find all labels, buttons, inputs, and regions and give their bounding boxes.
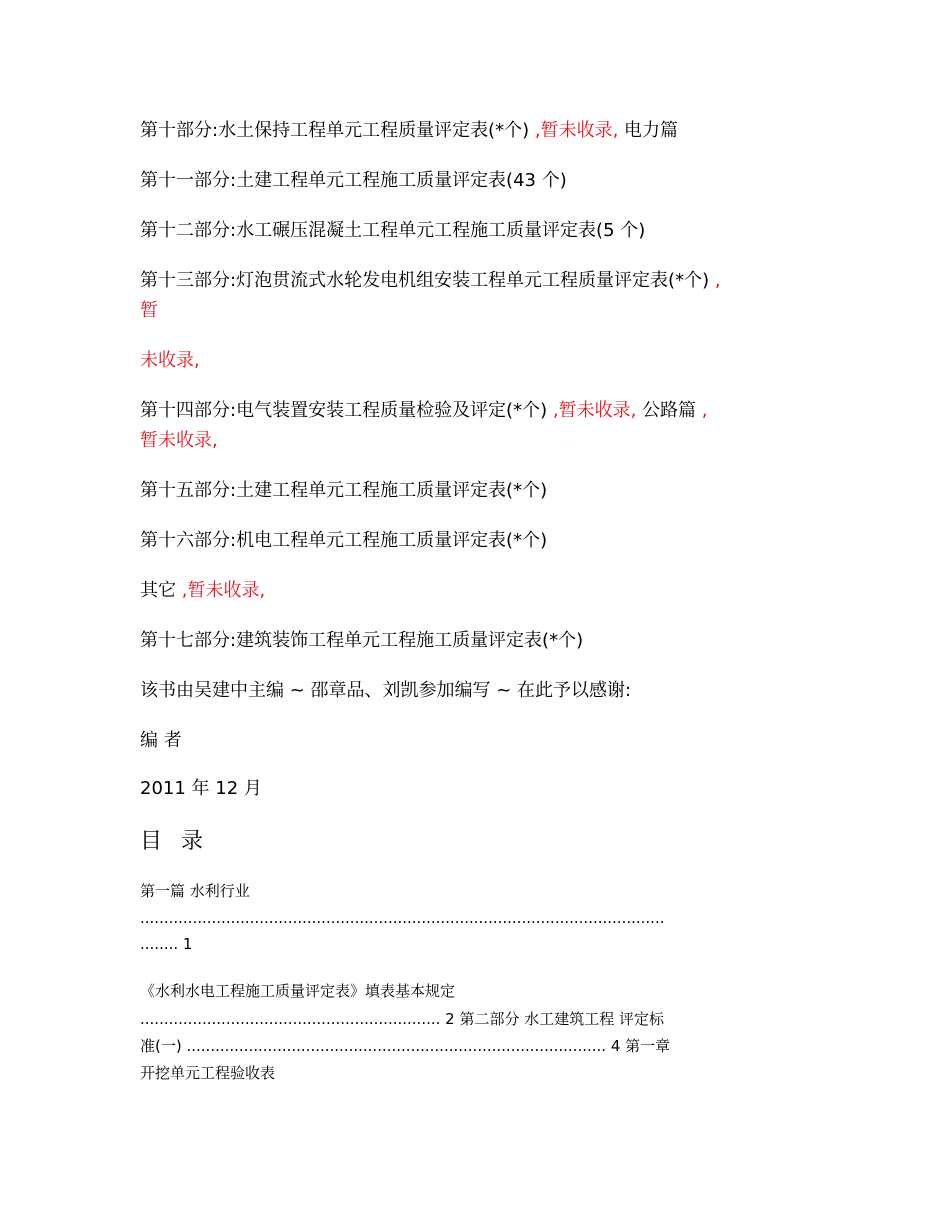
part-14-not-included: ,暂未收录, bbox=[552, 400, 637, 421]
toc-entry-5: 开挖单元工程验收表 bbox=[140, 1064, 276, 1082]
toc-leader-dots: .............................................................................................................. bbox=[140, 909, 665, 927]
part-14-line bbox=[140, 399, 708, 423]
toc-title: 目 录 bbox=[140, 829, 209, 854]
part-17-line: 第十七部分:建筑装饰工程单元工程施工质量评定表(*个) bbox=[140, 630, 584, 651]
other-not-included: ,暂未收录, bbox=[181, 580, 266, 601]
part-15-line: 第十五部分:土建工程单元工程施工质量评定表(*个) bbox=[140, 480, 548, 501]
part-10-text: 第十部分:水土保持工程单元工程质量评定表(*个) bbox=[140, 120, 530, 141]
other-text: 其它 bbox=[140, 580, 176, 601]
part-14-comma: , bbox=[701, 400, 708, 421]
toc-entry-4: 准(一) ........................................................................................ 4 第一章 bbox=[140, 1037, 671, 1055]
toc-entry-3: ............................................................... 2 第二部分 水工建筑工程 评定标 bbox=[140, 1010, 665, 1028]
part-13-not-included: 未收录, bbox=[140, 350, 200, 371]
part-14-text: 第十四部分:电气装置安装工程质量检验及评定(*个) bbox=[140, 400, 548, 421]
part-10-line bbox=[140, 119, 678, 143]
part-11-line: 第十一部分:土建工程单元工程施工质量评定表(43 个) bbox=[140, 170, 567, 191]
toc-entry-1-page: ........ 1 bbox=[140, 935, 193, 953]
part-16-line: 第十六部分:机电工程单元工程施工质量评定表(*个) bbox=[140, 530, 548, 551]
part-13-continued: 暂 bbox=[140, 300, 158, 321]
part-10-tail: 电力篇 bbox=[624, 120, 679, 141]
author-line: 编 者 bbox=[140, 730, 182, 751]
part-13-comma: , bbox=[714, 270, 721, 291]
date-line: 2011 年 12 月 bbox=[140, 778, 262, 799]
acknowledgement: 该书由吴建中主编 ~ 邵章品、刘凯参加编写 ~ 在此予以感谢: bbox=[140, 680, 632, 701]
part-14-not-included-2: 暂未收录, bbox=[140, 430, 218, 451]
toc-entry-1: 第一篇 水利行业 bbox=[140, 882, 250, 900]
other-line bbox=[140, 579, 265, 603]
part-14-road: 公路篇 bbox=[642, 400, 697, 421]
part-12-line: 第十二部分:水工碾压混凝土工程单元工程施工质量评定表(5 个) bbox=[140, 220, 646, 241]
toc-entry-2: 《水利水电工程施工质量评定表》填表基本规定 bbox=[140, 982, 456, 1000]
part-13-line bbox=[140, 269, 721, 293]
part-10-not-included: ,暂未收录, bbox=[534, 120, 619, 141]
part-13-text: 第十三部分:灯泡贯流式水轮发电机组安装工程单元工程质量评定表(*个) bbox=[140, 270, 710, 291]
